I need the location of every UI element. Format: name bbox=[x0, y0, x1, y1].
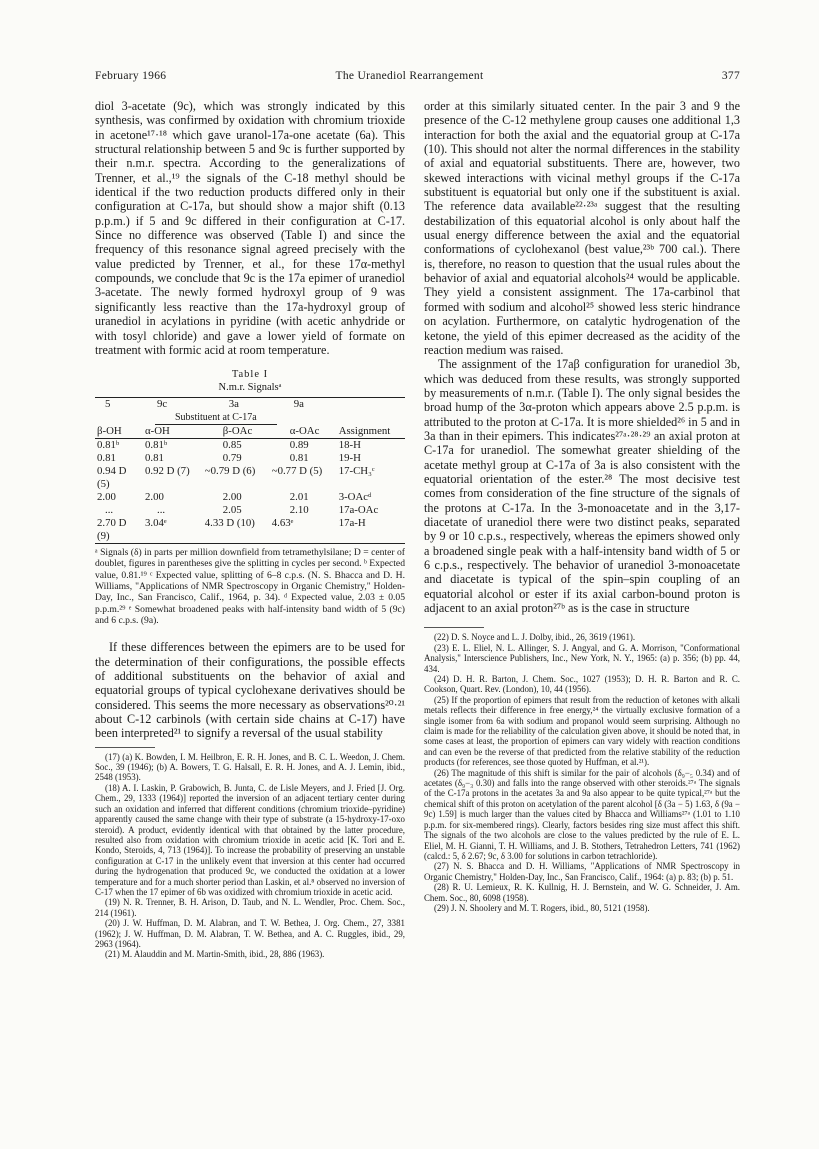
col-id bbox=[337, 398, 405, 412]
table-cell: 3-OAcᵈ bbox=[338, 491, 372, 504]
paragraph: order at this similarly situated center. In the pair 3 and 9 the presence of the C-12 methylene group causes one additional 1,3 interaction for both the axial and the equatorial group at C-17a (10). This should not alter the normal differences in the stability of axial and equatorial substituents. There are, however, two skewed interactions with vicinal methyl groups if the C-17a substituent is equatorial but only one if the substituent is axial. The reference data available²²·²³ᵃ suggest that the resulting destabilization of this equatorial alcohol is only about half the usual energy difference between the axial and the equatorial conformations of cyclohexanol (best value,²³ᵇ 700 cal.). There is, therefore, no reason to question that the usual rules about the behavior of axial and equatorial alcohols²⁴ would be applicable. They yield a consistent assignment. The 17a-carbinol that formed with sodium and alcohol²⁵ showed less steric hindrance on acylation. Furthermore, on catalytic hydrogenation of the ketone, the yield of this epimer decreased as the acidity of the reaction medium was raised. bbox=[424, 99, 740, 357]
table-footnote: ᵃ Signals (δ) in parts per million downfield from tetramethylsilane; D = center of doublet, figures in parentheses give the splitting in cycles per second. ᵇ Expected value, 0.81.¹⁹ ᶜ Expected value, splitting of 6–8 c.p.s. (N. S. Bhacca and D. H. Williams, "Applications of NMR Spectroscopy in Organic Chemistry," Holden-Day, Inc., San Francisco, Calif., 1964, p. 34). ᵈ Expected value, 2.03 ± 0.05 p.p.m.²⁹ ᵉ Somewhat broadened peaks with half-intensity band width of 5 (9c) and 6 c.p.s. (9a). bbox=[95, 547, 405, 626]
footnote: (18) A. I. Laskin, P. Grabowich, B. Junta, C. de Lisle Meyers, and J. Fried [J. Org. Chem., 29, 1333 (1964)] reported the inversion of an adjacent tertiary center during such an oxidation and inferred that different conditions (chromium trioxide–pyridine) apparently caused the same change with their type of substrate (a 15-hydroxy-17-oxo steroid). A product, evidently identical with that obtained by the latter procedure, resulted also from oxidation with chromium trioxide in acetic acid [K. Tori and E. Kondo, Steroids, 4, 713 (1964)]. To increase the probability of preserving an unstable configuration at C-17 in the unlikely event that inversion at this center had occurred during the hydrogenation that produced 9c, we conducted the oxidation at a lower temperature and for a much shorter period than Laskin, et al.⁸ observed no inversion of C-17 when the 17 epimer of 6b was oxidized with chromium trioxide in acetic acid. bbox=[95, 782, 405, 897]
table-cell: ... bbox=[105, 504, 114, 517]
table-cell: 17a-H bbox=[338, 517, 366, 530]
table-cell: ~0.77 D (5) bbox=[271, 465, 323, 478]
col-header: α-OH bbox=[145, 425, 170, 438]
table-cell: 17-CH₃ᶜ bbox=[338, 465, 375, 478]
table-cell: 2.05 bbox=[222, 504, 242, 517]
footnote: (29) J. N. Shoolery and M. T. Rogers, ibid., 80, 5121 (1958). bbox=[434, 902, 650, 913]
table-id-row bbox=[95, 398, 405, 412]
table-cell: 2.70 D (9) bbox=[97, 517, 127, 543]
footnote: (27) N. S. Bhacca and D. H. Williams, "Applications of NMR Spectroscopy in Organic Chemistry," Holden-Day, Inc., San Francisco, Calif., 1964: (a) p. 83; (b) p. 51. bbox=[424, 861, 740, 882]
span-label: Substituent at C-17a bbox=[155, 411, 277, 425]
col-id: 9c bbox=[157, 398, 168, 411]
table-cell: 2.00 bbox=[222, 491, 242, 504]
table-cell: 0.89 bbox=[289, 439, 309, 452]
col-header: β-OAc bbox=[222, 425, 253, 438]
table-row bbox=[95, 465, 405, 491]
running-head-date: February 1966 bbox=[95, 70, 167, 82]
table-cell: 0.81 bbox=[97, 452, 116, 465]
paragraph: If these differences between the epimers are to be used for the determination of their configurations, the possible effects of additional substituents on the behavior of axial and equatorial groups of typical cyclohexane derivatives should be considered. This seems the more necessary as observations²⁰·²¹ about C-12 carbinols (with certain side chains at C-17) have been interpreted²¹ to signify a reversal of the usual stability bbox=[95, 640, 405, 741]
page-number: 377 bbox=[721, 70, 740, 82]
table-cell: 2.00 bbox=[145, 491, 164, 504]
footnote: (17) (a) K. Bowden, I. M. Heilbron, E. R. H. Jones, and B. C. L. Weedon, J. Chem. Soc., 39 (1946); (b) A. Bowers, T. G. Halsall, E. R. H. Jones, and A. J. Lemin, ibid., 2548 (1953). bbox=[95, 751, 405, 783]
footnote: (28) R. U. Lemieux, R. K. Kullnig, H. J. Bernstein, and W. G. Schneider, J. Am. Chem. Soc., 80, 6098 (1958). bbox=[424, 882, 740, 903]
col-header: Assignment bbox=[338, 425, 391, 438]
footnote: (23) E. L. Eliel, N. L. Allinger, S. J. Angyal, and G. A. Morrison, "Conformational Analysis," Interscience Publishers, Inc., New York, N. Y., 1965: (a) p. 356; (b) pp. 44, 434. bbox=[424, 642, 740, 674]
col-header: β-OH bbox=[97, 425, 122, 438]
paragraph: The assignment of the 17aβ configuration for uranediol 3b, which was deduced from these results, was strongly supported by measurements of n.m.r. (Table I). The only signal besides the broad hump of the 3α-proton which appears above 2.5 p.p.m. is attributed to the proton at C-17a. It is more shielded²⁶ in 5 and in 3a than in their epimers. This indicates²⁷ᵃ·²⁸·²⁹ an axial proton at C-17a for uranediol. The somewhat greater shielding of the acetate methyl group at C-17a of 3a is also consistent with the equatorial orientation of the ester.²⁸ The most decisive test comes from consideration of the fine structure of the signals of the protons at C-17a. In the 3-monoacetate and in the 3,17-diacetate of uranediol there were two distinct peaks, separated by 9 or 10 c.p.s., respectively, whereas the epimers showed only a broadened single peak with a half-intensity band width of 5 or 6 c.p.s., respectively. The behavior of uranediol 3-monoacetate and diacetate is typical of the spin–spin coupling of an equatorial alcohol or ester if its axial carbon-bound proton is adjacent to an axial proton²⁷ᵇ as is the case in structure bbox=[424, 357, 740, 616]
footnote: (22) D. S. Noyce and L. J. Dolby, ibid., 26, 3619 (1961). bbox=[434, 632, 636, 643]
table-cell: 3.04ᵉ bbox=[145, 517, 167, 530]
table-cell: 19-H bbox=[338, 452, 361, 465]
table-cell: 0.81 bbox=[289, 452, 309, 465]
table-cell: 0.85 bbox=[222, 439, 242, 452]
footnotes-left bbox=[95, 752, 405, 960]
table-cell: ~0.79 D (6) bbox=[204, 465, 256, 478]
footnote: (20) J. W. Huffman, D. M. Alabran, and T. W. Bethea, J. Org. Chem., 27, 3381 (1962); J. W. Huffman, D. M. Alabran, T. W. Bethea, and A. C. Ruggles, ibid., 29, 2963 (1964). bbox=[95, 918, 405, 949]
col-id: 5 bbox=[105, 398, 111, 411]
table-cell: ... bbox=[157, 504, 166, 517]
footnotes-right bbox=[424, 632, 740, 913]
table-header-row bbox=[95, 425, 405, 439]
table-cell: 0.81ᵇ bbox=[145, 439, 168, 452]
footnote: (21) M. Alauddin and M. Martin-Smith, ibid., 28, 886 (1963). bbox=[105, 949, 325, 960]
table-cell: 0.81 bbox=[145, 452, 164, 465]
table-title: Table I bbox=[231, 369, 269, 381]
footnote: (19) N. R. Trenner, B. H. Arison, D. Taub, and N. L. Wendler, Proc. Chem. Soc., 214 (1961). bbox=[95, 897, 405, 918]
col-header: α-OAc bbox=[289, 425, 320, 438]
left-column bbox=[95, 99, 405, 960]
table-cell: 2.01 bbox=[289, 491, 309, 504]
table-span-row bbox=[95, 411, 405, 425]
table-cell: 0.81ᵇ bbox=[97, 439, 120, 452]
footnote: (25) If the proportion of epimers that result from the reduction of ketones with alkali metals reflects their difference in free energy,²⁴ the virtually exclusive formation of a single isomer from 6a with sodium and propanol would seem surprising. Although no claim is made for the reliability of the calculation given above, it should be noted that, in some cases at least, the proportion of epimers can vary widely with reaction conditions and can even be the reverse of that predicted from the relative stability of the reduction products (for references, see those quoted by Huffman, et al.²¹). bbox=[424, 694, 740, 768]
table-subtitle: N.m.r. Signalsᵃ bbox=[218, 382, 282, 394]
table-row bbox=[95, 504, 405, 517]
table-cell: 17a-OAc bbox=[338, 504, 379, 517]
table-cell: 0.94 D (5) bbox=[97, 465, 127, 491]
nmr-table bbox=[95, 397, 405, 544]
table-cell: 4.63ᵉ bbox=[271, 517, 294, 530]
col-id: 3a bbox=[228, 398, 239, 411]
table-row bbox=[95, 517, 405, 544]
table-row bbox=[95, 452, 405, 465]
table-cell: 4.33 D (10) bbox=[204, 517, 255, 530]
footnote-separator bbox=[95, 747, 155, 748]
footnote: (24) D. H. R. Barton, J. Chem. Soc., 1027 (1953); D. H. R. Barton and R. C. Cookson, Quart. Rev. (London), 10, 44 (1956). bbox=[424, 674, 740, 695]
table-row bbox=[95, 491, 405, 504]
running-head-title: The Uranediol Rearrangement bbox=[335, 70, 484, 82]
table-cell: 2.00 bbox=[97, 491, 116, 504]
table-cell: 18-H bbox=[338, 439, 361, 452]
col-id: 9a bbox=[293, 398, 304, 411]
table-cell: 0.92 D (7) bbox=[145, 465, 190, 478]
paragraph: diol 3-acetate (9c), which was strongly indicated by this synthesis, was confirmed by oxidation with chromium trioxide in acetone¹⁷·¹⁸ which gave uranol-17a-one acetate (6a). This structural relationship between 5 and 9c is further supported by their n.m.r. spectra. According to the generalizations of Trenner, et al.,¹⁹ the signals of the C-18 methyl should be identical if the two reduction products differed only in their configuration at C-17a, but should show a major shift (0.13 p.p.m.) if 5 and 9c differed in their configuration at C-17. Since no difference was observed (Table I) and since the frequency of this resonance signal agreed precisely with the value predicted by Trenner, et al., for these 17α-methyl compounds, we conclude that 9c is the 17a epimer of uranediol 3-acetate. The newly formed hydroxyl group of 9 was significantly less reactive than the 17a-hydroxyl group of uranediol in acylations in pyridine (with acetic anhydride or with tosyl chloride) and gave a lower yield of formate on treatment with formic acid at room temperature. bbox=[95, 99, 405, 357]
right-column bbox=[424, 99, 740, 913]
table-cell: 0.79 bbox=[222, 452, 242, 465]
table-cell: 2.10 bbox=[289, 504, 309, 517]
footnote-separator bbox=[424, 627, 484, 628]
footnote: (26) The magnitude of this shift is similar for the pair of alcohols (δ₉−₅ 0.34) and of acetates (δ₉−₃ 0.30) and falls into the range observed with other steroids.²⁷ᵃ The signals of the C-17a protons in the acetates 3a and 9a also appear to be quite typical,²⁷ᵃ but the chemical shift of this proton on acetylation of the parent alcohol [δ (3a − 5) 1.63, δ (9a − 9c) 1.59] is much larger than the values cited by Bhacca and Williams²⁷ᵃ (1.01 to 1.10 p.p.m. for six-membered rings). Clearly, factors besides ring size must affect this shift. The signals of the two alcohols are close to the values predicted by the rule of E. L. Eliel, M. H. Gianni, T. H. Williams, and J. B. Stothers, Tetrahedron Letters, 741 (1962) (calcd.: 5, δ 2.67; 9c, δ 3.00 for solutions in carbon tetrachloride). bbox=[424, 767, 740, 861]
table-row bbox=[95, 439, 405, 453]
